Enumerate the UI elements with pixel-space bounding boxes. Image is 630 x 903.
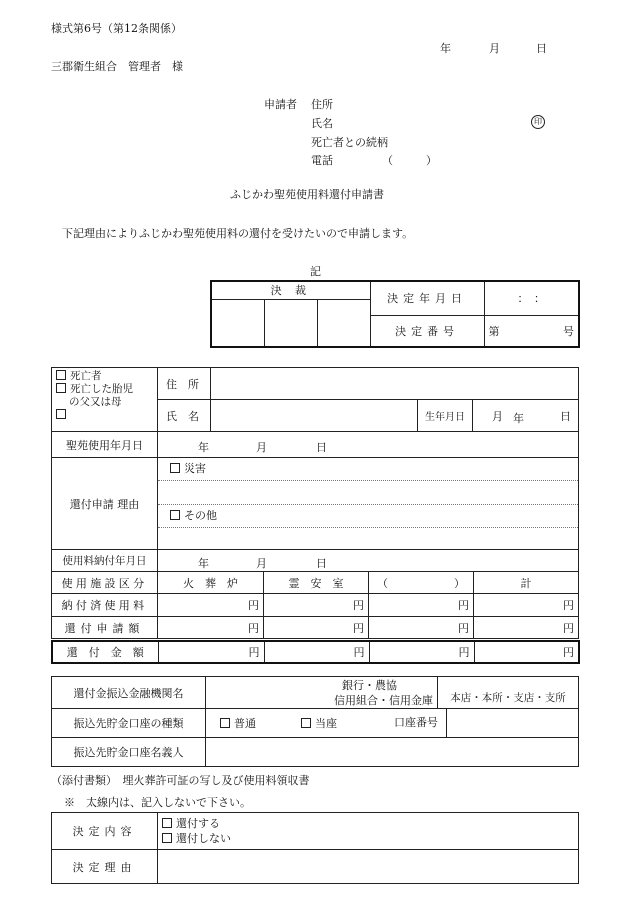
bank-institution-type[interactable] (206, 677, 438, 709)
applicant-relation-label: 死亡者との続柄 (311, 136, 388, 149)
birth-day: 日 (560, 410, 571, 423)
facility-total: 計 (474, 572, 579, 594)
intro-text: 下記理由によりふじかわ聖苑使用料の還付を受けたいので申請します。 (62, 227, 414, 240)
fee-table (51, 571, 579, 639)
payment-month: 月 (256, 556, 267, 570)
kessai-stamp-3[interactable] (317, 299, 370, 347)
date-year: 年 (440, 42, 451, 55)
refund-cremation: 円 (158, 641, 264, 663)
bank-institution-label: 還付金振込金融機関名 (52, 677, 206, 709)
decision-number-suffix: 号 (563, 324, 575, 338)
bank-types-line2: 信用組合・信用金庫 (334, 693, 433, 707)
checkbox-refund[interactable] (162, 818, 172, 828)
option-blank[interactable] (56, 409, 153, 422)
bank-table (51, 676, 579, 767)
reason-disaster[interactable]: 災害 (158, 458, 578, 480)
decision-table (51, 812, 579, 884)
reason-disaster-line[interactable] (158, 480, 578, 504)
option-current[interactable]: 当座 (301, 717, 337, 730)
account-holder-field[interactable] (206, 738, 579, 767)
requested-amount-label: 還付申請額 (52, 617, 158, 639)
facility-label: 使用施設区分 (52, 572, 158, 594)
paid-cremation[interactable]: 円 (158, 594, 264, 617)
account-type-label: 振込先貯金口座の種類 (52, 709, 206, 738)
refund-reason-label: 還付申請 理由 (52, 458, 158, 550)
bank-branch-type[interactable]: 本店・本所・支店・支所 (438, 677, 579, 709)
use-year: 年 (198, 440, 209, 454)
birth-date-label: 生年月日 (418, 400, 473, 432)
use-date-label: 聖苑使用年月日 (52, 432, 158, 458)
decision-reason-label: 決定理由 (52, 850, 158, 884)
checkbox-fetus-parent[interactable] (56, 383, 66, 393)
decision-number-prefix: 第 (488, 324, 500, 338)
birth-month: 月 (492, 410, 503, 423)
requested-cremation[interactable]: 円 (158, 617, 264, 639)
paid-fee-label: 納付済使用料 (52, 594, 158, 617)
use-date-field[interactable] (158, 432, 579, 458)
facility-mortuary: 霊 安 室 (264, 572, 369, 594)
account-number-label: 口座番号 (386, 709, 447, 737)
option-deceased[interactable]: 死亡者 (56, 370, 153, 383)
checkbox-disaster[interactable] (170, 463, 180, 473)
deceased-type-options (52, 368, 158, 432)
refund-amount-row (51, 640, 580, 664)
payment-year: 年 (198, 556, 209, 570)
checkbox-ordinary[interactable] (220, 718, 230, 728)
decision-content-options (158, 813, 579, 850)
payment-date-field[interactable] (158, 550, 579, 572)
kessai-stamp-2[interactable] (264, 299, 317, 347)
checkbox-blank[interactable] (56, 409, 66, 419)
kessai-label: 決 裁 (211, 281, 370, 299)
applicant-address-label: 住所 (311, 98, 333, 111)
checkbox-no-refund[interactable] (162, 833, 172, 843)
thick-line-note: ※ 太線内は、記入しないで下さい。 (64, 796, 251, 809)
document-title: ふじかわ聖苑使用料還付申請書 (230, 188, 384, 201)
name-label: 氏 名 (158, 400, 211, 432)
address-field[interactable] (211, 368, 579, 400)
payment-day: 日 (316, 556, 327, 570)
applicant-phone-parens: （ ） (382, 154, 437, 167)
checkbox-current[interactable] (301, 718, 311, 728)
applicant-phone-label: 電話 (311, 154, 333, 167)
account-number-cell (394, 709, 579, 738)
kessai-box (210, 280, 580, 348)
bank-types-line1: 銀行・農協 (342, 678, 397, 692)
paid-other[interactable]: 円 (369, 594, 474, 617)
refund-total: 円 (474, 641, 579, 663)
option-refund[interactable]: 還付する (162, 816, 574, 831)
date-month: 月 (489, 42, 500, 55)
applicant-name-label: 氏名 (311, 117, 333, 130)
refund-reason-field[interactable] (158, 458, 579, 550)
refund-mortuary: 円 (264, 641, 369, 663)
decision-content-label: 決定内容 (52, 813, 158, 850)
requested-other[interactable]: 円 (369, 617, 474, 639)
decision-date-label: 決定年月日 (370, 281, 484, 315)
facility-other[interactable]: （ ） (369, 572, 474, 594)
form-number: 様式第6号（第12条関係） (51, 22, 182, 35)
decision-date-value[interactable]: ： ： (484, 281, 579, 315)
kessai-stamp-1[interactable] (211, 299, 264, 347)
decision-number-field[interactable] (484, 315, 579, 347)
requested-total[interactable]: 円 (474, 617, 579, 639)
reason-other-line[interactable] (158, 527, 578, 549)
option-ordinary[interactable]: 普通 (220, 717, 256, 730)
facility-cremation: 火 葬 炉 (158, 572, 264, 594)
requested-mortuary[interactable]: 円 (264, 617, 369, 639)
birth-year: 年 (513, 411, 524, 425)
use-month: 月 (256, 440, 267, 454)
account-holder-label: 振込先貯金口座名義人 (52, 738, 206, 767)
reason-other[interactable]: その他 (158, 504, 578, 527)
checkbox-deceased[interactable] (56, 370, 66, 380)
option-no-refund[interactable]: 還付しない (162, 831, 574, 846)
decision-reason-field[interactable] (158, 850, 579, 884)
seal-mark: 印 (531, 114, 545, 129)
refund-other: 円 (369, 641, 474, 663)
attachments-note: （添付書類） 埋火葬許可証の写し及び使用料領収書 (51, 774, 310, 787)
paid-mortuary[interactable]: 円 (264, 594, 369, 617)
name-field[interactable] (211, 400, 418, 432)
addressee: 三郡衛生組合 管理者 様 (51, 60, 183, 73)
ki-label: 記 (310, 265, 321, 278)
paid-total[interactable]: 円 (474, 594, 579, 617)
main-form-table (51, 367, 579, 572)
use-day: 日 (316, 440, 327, 454)
refund-amount-label: 還 付 金 額 (52, 641, 158, 663)
date-day: 日 (536, 42, 547, 55)
decision-number-label: 決定番号 (370, 315, 484, 347)
payment-date-label: 使用料納付年月日 (52, 550, 158, 572)
checkbox-other[interactable] (170, 510, 180, 520)
address-label: 住 所 (158, 368, 211, 400)
option-fetus-parent-line2: の父又は母 (69, 396, 122, 408)
option-fetus-parent[interactable]: 死亡した胎児 (56, 383, 153, 396)
applicant-label: 申請者 (264, 98, 297, 111)
